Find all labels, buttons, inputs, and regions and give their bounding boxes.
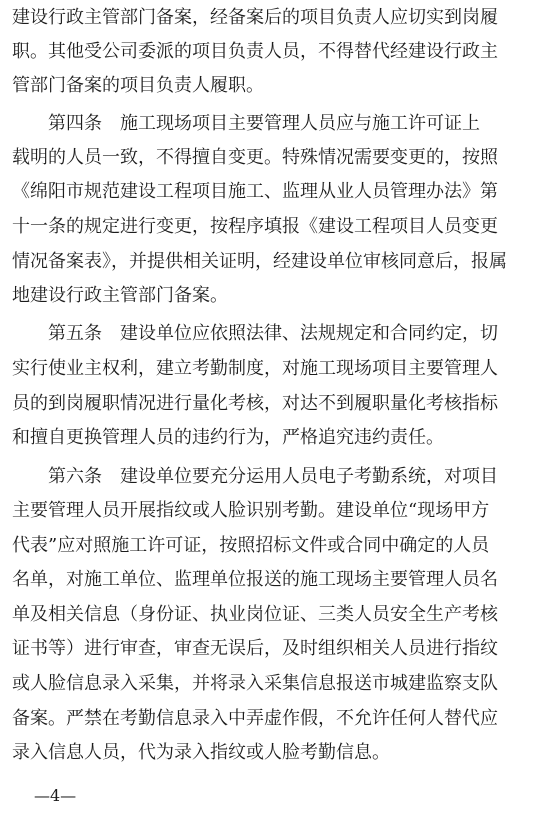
text-line: 载明的人员一致，不得擅自变更。特殊情况需要变更的，按照 xyxy=(12,147,498,168)
text-line: 代表”应对照施工许可证，按照招标文件或合同中确定的人员 xyxy=(12,535,490,556)
text-line: 或人脸信息录入采集，并将录入采集信息报送市城建监察支队 xyxy=(12,673,498,694)
text-line: 《绵阳市规范建设工程项目施工、监理从业人员管理办法》第 xyxy=(12,181,498,202)
article-5-heading-line: 第五条 建设单位应依照法律、法规规定和合同约定，切 xyxy=(48,323,498,344)
article-6-heading-line: 第六条 建设单位要充分运用人员电子考勤系统，对项目 xyxy=(48,466,498,487)
text-line: 单及相关信息（身份证、执业岗位证、三类人员安全生产考核 xyxy=(12,604,498,625)
text-line: 主要管理人员开展指纹或人脸识别考勤。建设单位“现场甲方 xyxy=(12,500,490,521)
text-line: 建设行政主管部门备案，经备案后的项目负责人应切实到岗履 xyxy=(12,7,498,28)
text-line: 和擅自更换管理人员的违约行为，严格追究违约责任。 xyxy=(12,427,444,448)
text-line: 备案。严禁在考勤信息录入中弄虚作假，不允许任何人替代应 xyxy=(12,708,498,729)
text-line: 证书等）进行审查，审查无误后，及时组织相关人员进行指纹 xyxy=(12,638,498,659)
text-line: 管部门备案的项目负责人履职。 xyxy=(12,75,264,96)
text-line: 十一条的规定进行变更，按程序填报《建设工程项目人员变更 xyxy=(12,216,498,237)
text-line: 录入信息人员，代为录入指纹或人脸考勤信息。 xyxy=(12,742,390,763)
page-number: —4— xyxy=(34,786,77,805)
text-line: 职。其他受公司委派的项目负责人员，不得替代经建设行政主 xyxy=(12,41,498,62)
text-line: 名单，对施工单位、监理单位报送的施工现场主要管理人员名 xyxy=(12,569,498,590)
article-4-heading-line: 第四条 施工现场项目主要管理人员应与施工许可证上 xyxy=(48,113,480,134)
text-line: 实行使业主权利，建立考勤制度，对施工现场项目主要管理人 xyxy=(12,358,498,379)
text-line: 情况备案表》，并提供相关证明，经建设单位审核同意后，报属 xyxy=(12,251,507,272)
text-line: 地建设行政主管部门备案。 xyxy=(12,285,228,306)
text-line: 员的到岗履职情况进行量化考核，对达不到履职量化考核指标 xyxy=(12,393,498,414)
